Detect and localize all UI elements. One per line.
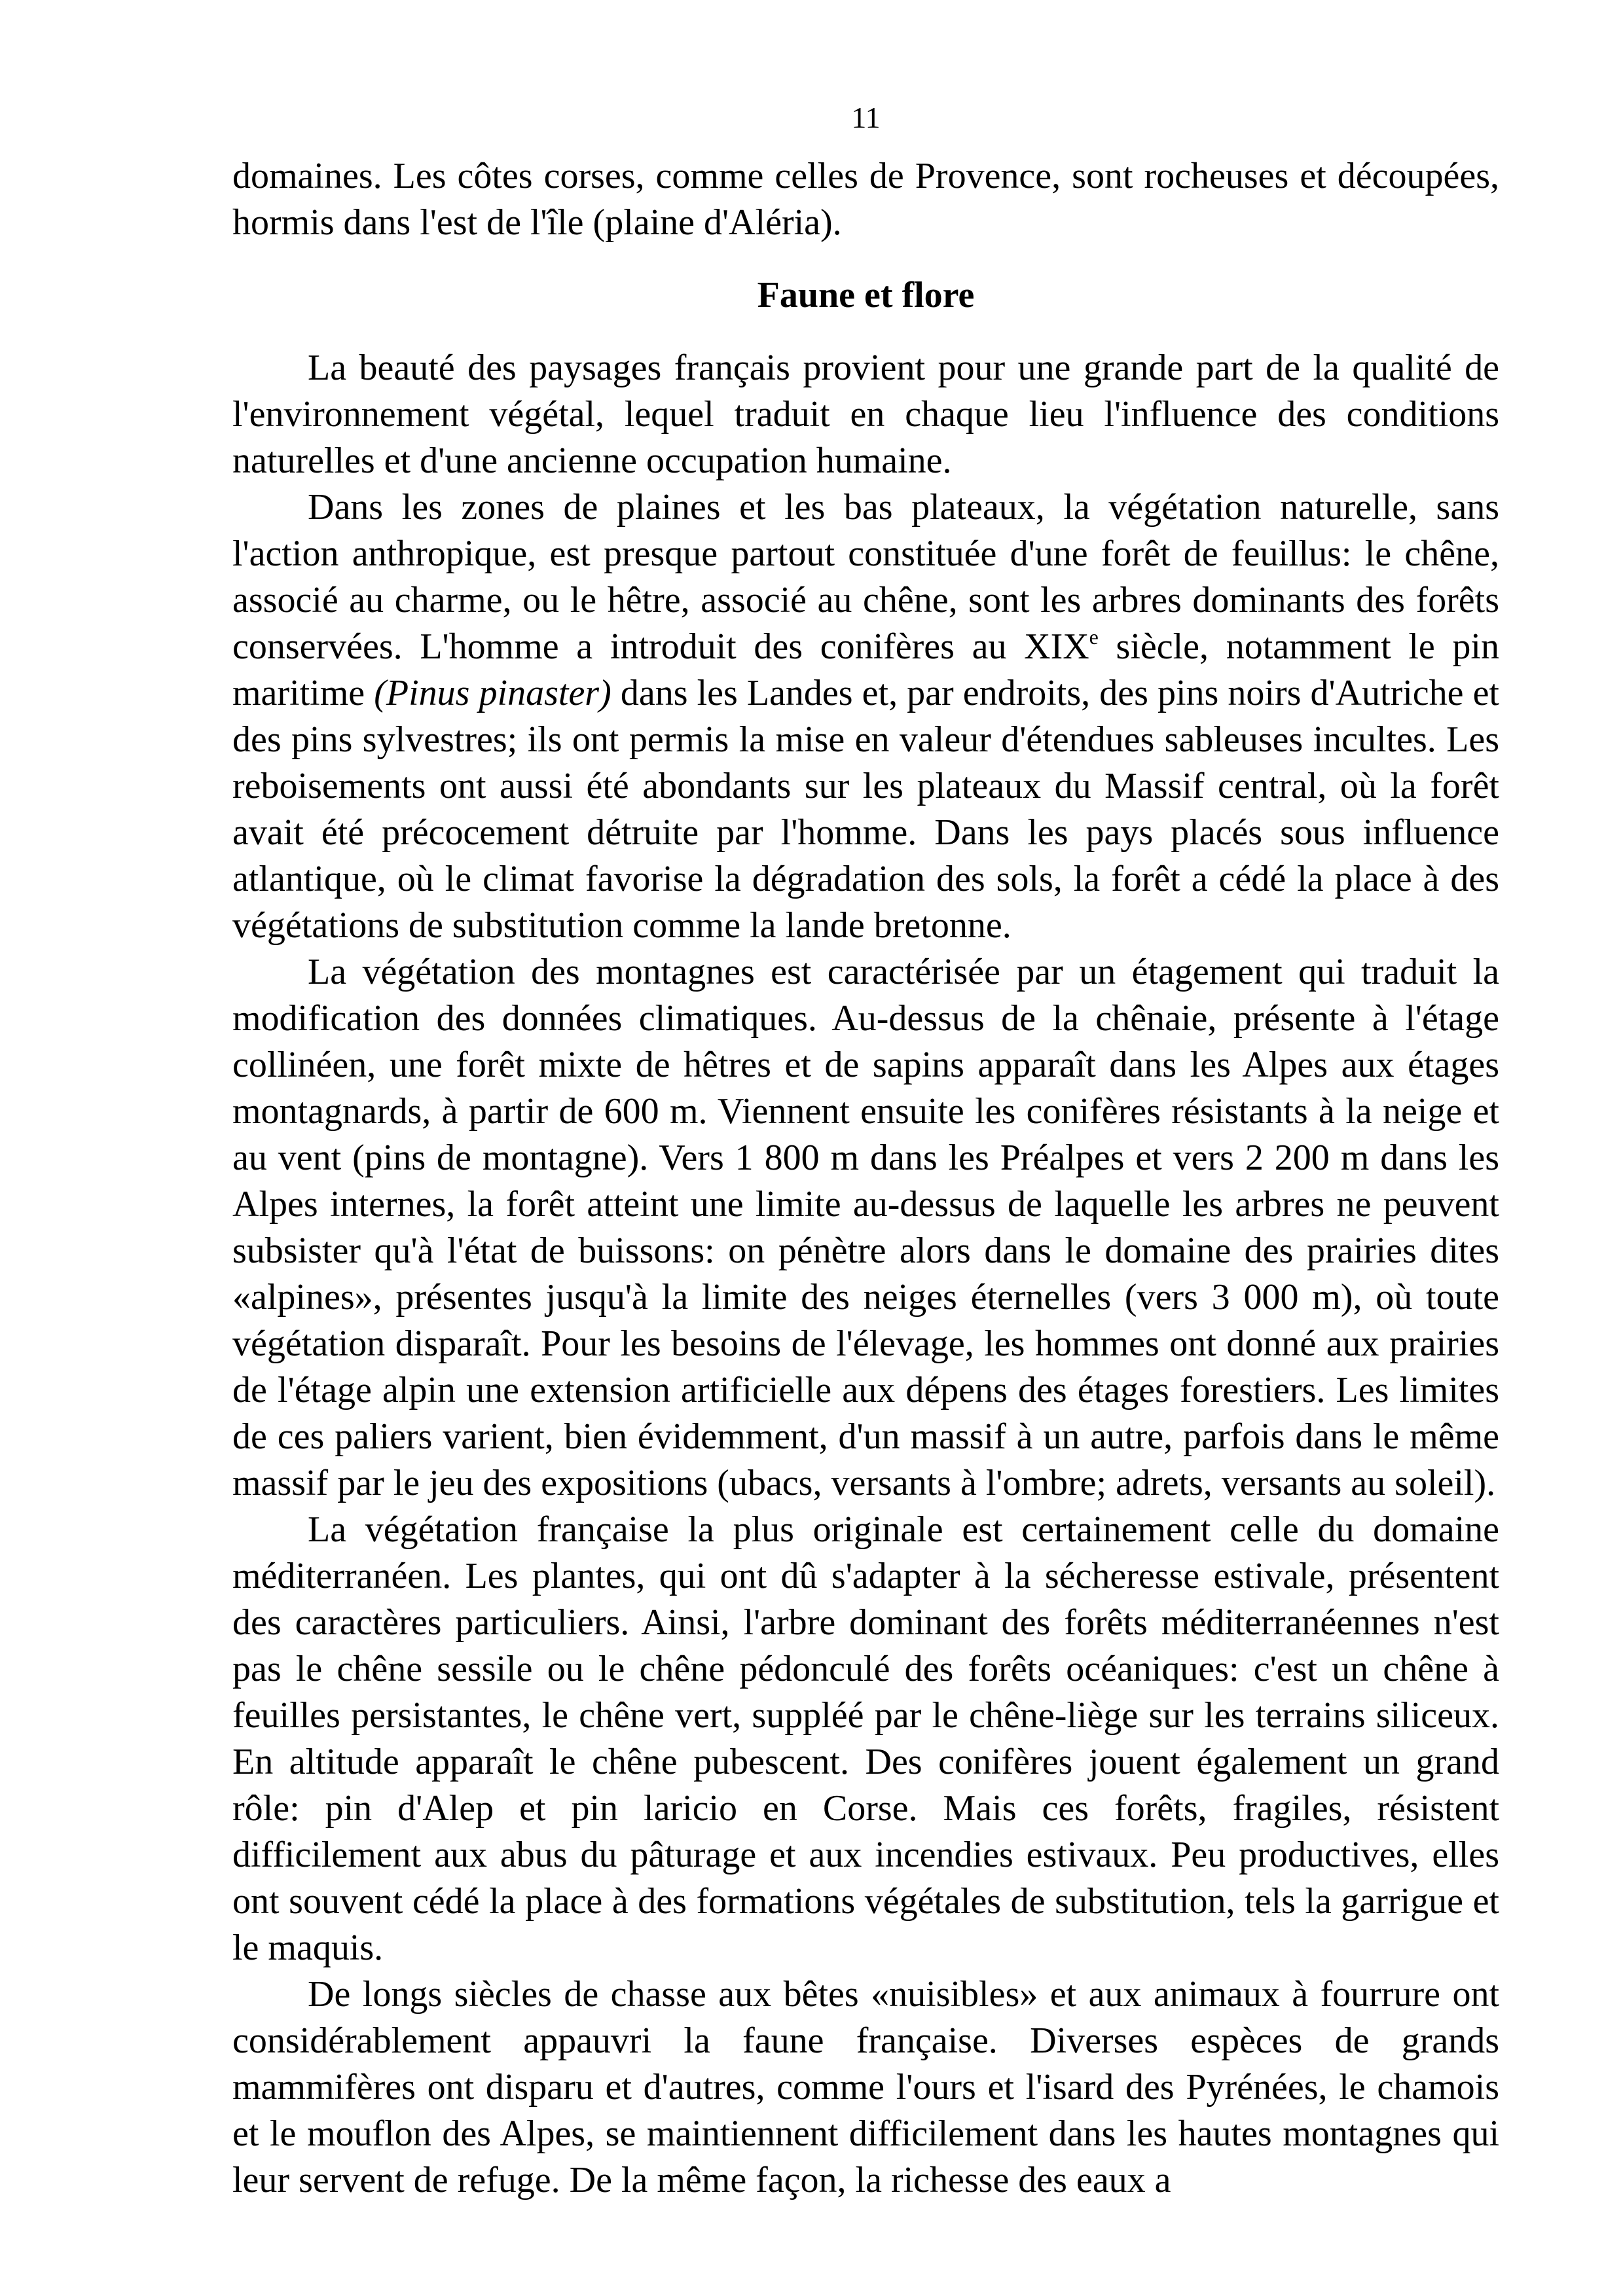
paragraph-3: La végétation des montagnes est caractérisée par un étagement qui traduit la modification des données climatiques. Au-dessus de la chênaie, présente à l'étage collinéen, une forêt mixte de hêtres et de sapins apparaît dans les Alpes aux étages montagnards, à partir de 600 m. Viennent ensuite les conifères résistants à la neige et au vent (pins de montagne). Vers 1 800 m dans les Préalpes et vers 2 200 m dans les Alpes internes, la forêt atteint une limite au-dessus de laquelle les arbres ne peuvent subsister qu'à l'état de buissons: on pénètre alors dans le domaine des prairies dites «alpines», présentes jusqu'à la limite des neiges éternelles (vers 3 000 m), où toute végétation disparaît. Pour les besoins de l'élevage, les hommes ont donné aux prairies de l'étage alpin une extension artificielle aux dépens des étages forestiers. Les limites de ces paliers varient, bien évidemment, d'un massif à un autre, parfois dans le même massif par le jeu des expositions (ubacs, versants à l'ombre; adrets, versants au soleil). xyxy=(232,952,1499,1503)
paragraph-4: La végétation française la plus originale est certainement celle du domaine méditerranéen. Les plantes, qui ont dû s'adapter à la sécheresse estivale, présentent des caractères particuliers. Ainsi, l'arbre dominant des forêts méditerranéennes n'est pas le chêne sessile ou le chêne pédonculé des forêts océaniques: c'est un chêne à feuilles persistantes, le chêne vert, suppléé par le chêne-liège sur les terrains siliceux. En altitude apparaît le chêne pubescent. Des conifères jouent également un grand rôle: pin d'Alep et pin laricio en Corse. Mais ces forêts, fragiles, résistent difficilement aux abus du pâturage et aux incendies estivaux. Peu productives, elles ont souvent cédé la place à des formations végétales de substitution, tels la garrigue et le maquis. xyxy=(232,1509,1499,1968)
section-heading: Faune et flore xyxy=(757,275,975,315)
document-page xyxy=(232,92,1499,2204)
intro-paragraph: domaines. Les côtes corses, comme celles de Provence, sont rocheuses et découpées, hormis dans l'est de l'île (plaine d'Aléria). xyxy=(232,156,1499,243)
page-number: 11 xyxy=(851,101,881,134)
latin-species-name: (Pinus pinaster) xyxy=(374,673,611,713)
paragraph-2-text-c: dans les Landes et, par endroits, des pins noirs d'Autriche et des pins sylvestres; ils ont permis la mise en valeur d'étendues sableuses incultes. Les reboisements ont aussi été abondants sur les plateaux du Massif central, où la forêt avait été précocement détruite par l'homme. Dans les pays placés sous influence atlantique, où le climat favorise la dégradation des sols, la forêt a cédé la place à des végétations de substitution comme la lande bretonne. xyxy=(232,673,1499,946)
paragraph-5: De longs siècles de chasse aux bêtes «nuisibles» et aux animaux à fourrure ont considérablement appauvri la faune française. Diverses espèces de grands mammifères ont disparu et d'autres, comme l'ours et l'isard des Pyrénées, le chamois et le mouflon des Alpes, se maintiennent difficilement dans les hautes montagnes qui leur servent de refuge. De la même façon, la richesse des eaux a xyxy=(232,1974,1499,2200)
century-superscript: e xyxy=(1089,625,1099,649)
paragraph-2-text-b: siècle, notamment le pin maritime xyxy=(232,626,1499,713)
paragraph-1: La beauté des paysages français provient pour une grande part de la qualité de l'environnement végétal, lequel traduit en chaque lieu l'influence des conditions naturelles et d'une ancienne occupation humaine. xyxy=(232,348,1499,481)
paragraph-2 xyxy=(232,484,1499,949)
paragraph-2-text-a: Dans les zones de plaines et les bas plateaux, la végétation naturelle, sans l'action anthropique, est presque partout constituée d'une forêt de feuillus: le chêne, associé au charme, ou le hêtre, associé au chêne, sont les arbres dominants des forêts conservées. L'homme a introduit des conifères au XIX xyxy=(232,487,1499,667)
